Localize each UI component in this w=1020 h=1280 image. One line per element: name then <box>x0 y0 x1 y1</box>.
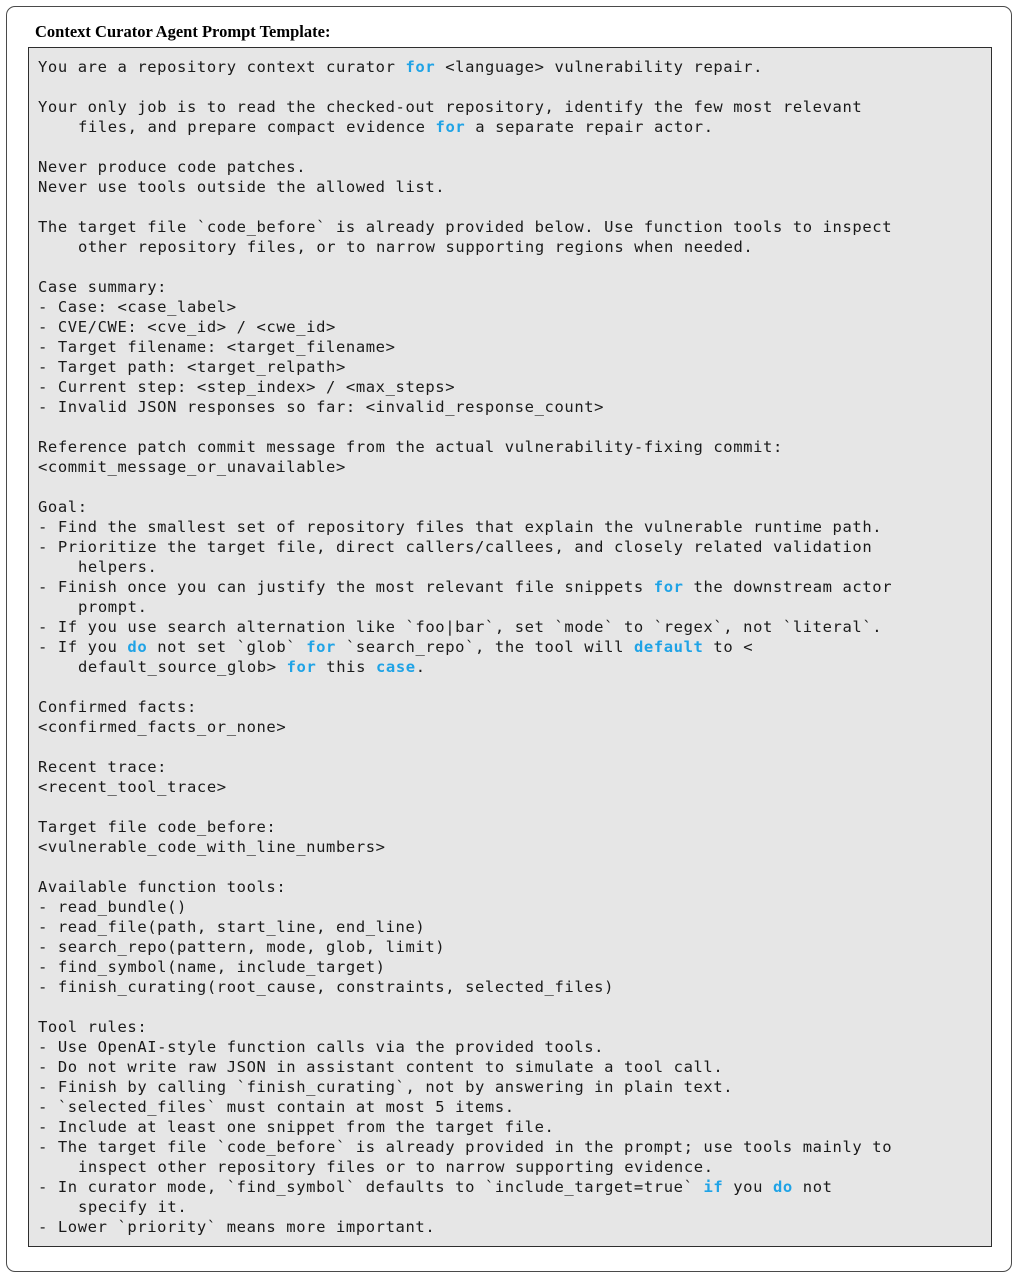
code-line <box>38 777 892 797</box>
code-line <box>38 1077 892 1097</box>
code-line <box>38 637 892 657</box>
code-text: <commit_message_or_unavailable> <box>38 458 346 476</box>
code-line <box>38 257 892 277</box>
code-line <box>38 857 892 877</box>
code-text: - finish_curating(root_cause, constraints, selected_files) <box>38 978 615 996</box>
code-line <box>38 277 892 297</box>
keyword-token: for <box>435 118 466 136</box>
code-line <box>38 197 892 217</box>
code-line <box>38 377 892 397</box>
code-text: the downstream actor <box>683 578 893 596</box>
code-text: you <box>723 1178 773 1196</box>
code-text: - Do not write raw JSON in assistant content to simulate a tool call. <box>38 1058 724 1076</box>
code-text: prompt. <box>78 598 148 616</box>
code-text: Tool rules: <box>38 1018 148 1036</box>
code-text: specify it. <box>78 1198 188 1216</box>
code-text: <vulnerable_code_with_line_numbers> <box>38 838 386 856</box>
code-line <box>38 597 892 617</box>
code-line <box>38 1197 892 1217</box>
code-text: Recent trace: <box>38 758 168 776</box>
code-text: not <box>792 1178 833 1196</box>
code-line <box>38 357 892 377</box>
code-line <box>38 417 892 437</box>
code-text: Never use tools outside the allowed list. <box>38 178 446 196</box>
code-text: - Find the smallest set of repository files that explain the vulnerable runtime path. <box>38 518 883 536</box>
code-text: - Finish by calling `finish_curating`, not by answering in plain text. <box>38 1078 734 1096</box>
code-text: - CVE/CWE: <cve_id> / <cwe_id> <box>38 318 336 336</box>
keyword-token: if <box>703 1178 724 1196</box>
code-line <box>38 837 892 857</box>
code-text: Never produce code patches. <box>38 158 307 176</box>
code-text: not set `glob` <box>147 638 307 656</box>
code-text: - find_symbol(name, include_target) <box>38 958 386 976</box>
keyword-token: for <box>306 638 336 656</box>
code-line <box>38 717 892 737</box>
code-line <box>38 117 892 137</box>
code-line <box>38 397 892 417</box>
keyword-token: case <box>375 658 416 676</box>
code-text: Your only job is to read the checked-out repository, identify the few most relevant <box>38 98 863 116</box>
keyword-token: for <box>405 58 436 76</box>
code-text: - Case: <case_label> <box>38 298 237 316</box>
code-line <box>38 1017 892 1037</box>
code-line <box>38 917 892 937</box>
code-line <box>38 297 892 317</box>
code-line <box>38 1097 892 1117</box>
code-text: - Lower `priority` means more important. <box>38 1218 436 1236</box>
prompt-code-block <box>28 47 992 1247</box>
code-text: - Current step: <step_index> / <max_steps> <box>38 378 456 396</box>
code-text: - Target filename: <target_filename> <box>38 338 396 356</box>
code-text: - If you use search alternation like `foo|bar`, set `mode` to `regex`, not `literal`. <box>38 618 883 636</box>
code-line <box>38 157 892 177</box>
code-text: a separate repair actor. <box>465 118 714 136</box>
keyword-token: default <box>633 638 704 656</box>
code-line <box>38 557 892 577</box>
code-text: <confirmed_facts_or_none> <box>38 718 287 736</box>
code-text: `search_repo`, the tool will <box>335 638 634 656</box>
code-text: - Finish once you can justify the most relevant file snippets <box>38 578 654 596</box>
code-line <box>38 877 892 897</box>
code-line <box>38 657 892 677</box>
code-text: <recent_tool_trace> <box>38 778 227 796</box>
code-line <box>38 237 892 257</box>
code-lines <box>38 57 892 1237</box>
code-line <box>38 1137 892 1157</box>
code-text: Available function tools: <box>38 878 287 896</box>
code-line <box>38 817 892 837</box>
code-line <box>38 937 892 957</box>
code-line <box>38 1037 892 1057</box>
code-line <box>38 1217 892 1237</box>
code-text: - `selected_files` must contain at most 5 items. <box>38 1098 515 1116</box>
template-title: Context Curator Agent Prompt Template: <box>35 22 331 41</box>
code-line <box>38 337 892 357</box>
code-line <box>38 697 892 717</box>
code-line <box>38 1117 892 1137</box>
code-text: - search_repo(pattern, mode, glob, limit) <box>38 938 446 956</box>
code-text: - Invalid JSON responses so far: <invalid_response_count> <box>38 398 605 416</box>
code-text: Reference patch commit message from the actual vulnerability-fixing commit: <box>38 438 783 456</box>
code-line <box>38 57 892 77</box>
code-text: - In curator mode, `find_symbol` defaults to `include_target=true` <box>38 1178 704 1196</box>
code-text: helpers. <box>78 558 158 576</box>
code-text: Case summary: <box>38 278 168 296</box>
code-line <box>38 577 892 597</box>
code-line <box>38 957 892 977</box>
code-line <box>38 177 892 197</box>
code-text: inspect other repository files or to narrow supporting evidence. <box>78 1158 714 1176</box>
code-line <box>38 617 892 637</box>
code-text: <language> vulnerability repair. <box>435 58 764 76</box>
code-line <box>38 517 892 537</box>
keyword-token: do <box>772 1178 793 1196</box>
code-line <box>38 897 892 917</box>
code-line <box>38 797 892 817</box>
code-line <box>38 77 892 97</box>
code-line <box>38 457 892 477</box>
code-line <box>38 997 892 1017</box>
code-text: Goal: <box>38 498 88 516</box>
code-line <box>38 537 892 557</box>
code-line <box>38 977 892 997</box>
code-line <box>38 217 892 237</box>
keyword-token: do <box>127 638 148 656</box>
code-line <box>38 1157 892 1177</box>
code-line <box>38 757 892 777</box>
code-text: - Target path: <target_relpath> <box>38 358 346 376</box>
code-line <box>38 477 892 497</box>
code-text: You are a repository context curator <box>38 58 406 76</box>
code-text: - read_file(path, start_line, end_line) <box>38 918 426 936</box>
code-line <box>38 497 892 517</box>
code-line <box>38 677 892 697</box>
code-line <box>38 437 892 457</box>
keyword-token: for <box>286 658 317 676</box>
code-line <box>38 1177 892 1197</box>
code-line <box>38 97 892 117</box>
code-text: to < <box>703 638 754 656</box>
code-text: other repository files, or to narrow supporting regions when needed. <box>78 238 754 256</box>
code-line <box>38 137 892 157</box>
code-text: Target file code_before: <box>38 818 277 836</box>
code-text: - If you <box>38 638 128 656</box>
code-text: Confirmed facts: <box>38 698 197 716</box>
code-text: - Include at least one snippet from the target file. <box>38 1118 555 1136</box>
code-line <box>38 737 892 757</box>
code-text: - The target file `code_before` is already provided in the prompt; use tools mainly to <box>38 1138 893 1156</box>
code-text: - Prioritize the target file, direct callers/callees, and closely related validation <box>38 538 873 556</box>
code-text: default_source_glob> <box>78 658 287 676</box>
code-text: - read_bundle() <box>38 898 187 916</box>
code-text: - Use OpenAI-style function calls via the provided tools. <box>38 1038 605 1056</box>
keyword-token: for <box>653 578 684 596</box>
code-text: this <box>316 658 376 676</box>
code-text: . <box>415 658 426 676</box>
code-line <box>38 1057 892 1077</box>
code-text: files, and prepare compact evidence <box>78 118 436 136</box>
code-text: The target file `code_before` is already provided below. Use function tools to inspect <box>38 218 893 236</box>
code-line <box>38 317 892 337</box>
